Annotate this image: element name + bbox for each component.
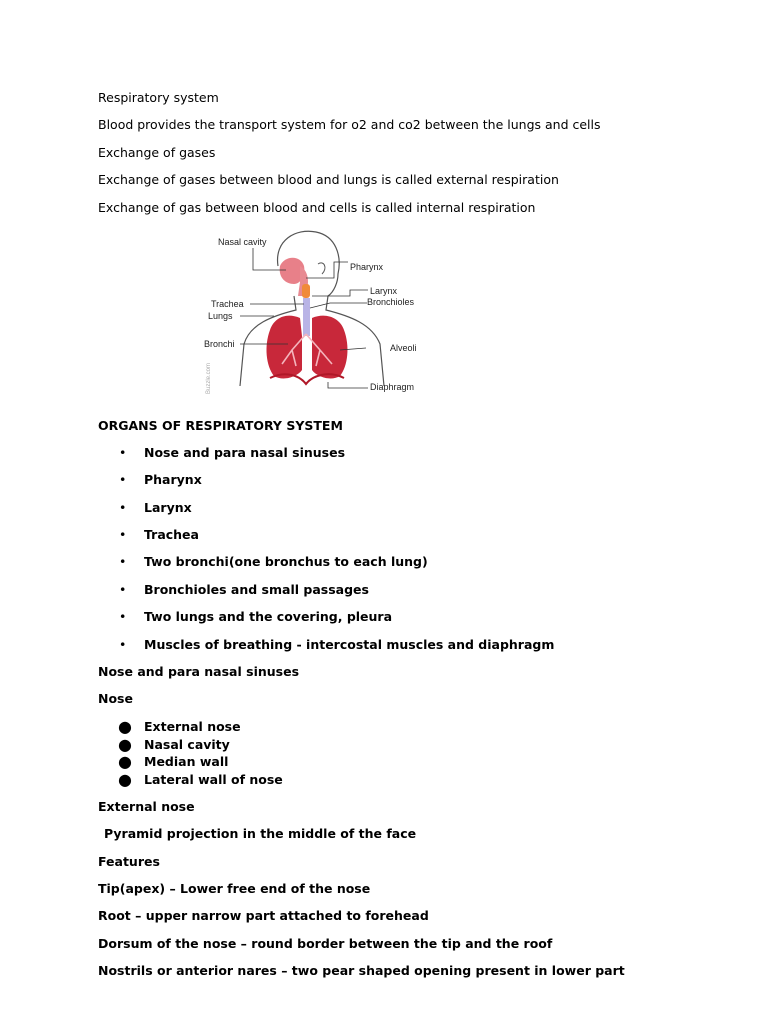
- bullet-icon: ●: [118, 717, 132, 736]
- document-page: Respiratory system Blood provides the transport system for o2 and co2 between the lungs and cells Exchange of gases Exchange of gases between blood and lungs is called external respiration Exchange of gas between blood and cells is called internal respiration Nasal cavity Pharynx Larynx Bronchioles Trachea Lungs Bronchi Alveoli Diaphragm Buzzle.com ORGANS OF RESPIRATORY SYSTEM • Nose and para nasal sinuses • Pharynx • Larynx • Trachea • Two bronchi(one bronchus to each lung) • Bronchioles and small passages • Two lungs and the covering, pleura • Muscles of breathing - intercostal muscles and diaphragm Nose and para nasal sinuses Nose ● External nose ● Nasal cavity ● Median wall ● Lateral wall of nose External nose Pyramid projection in the middle of the face Features Tip(apex) – Lower free end of the nose Root – upper narrow part attached to forehead Dorsum of the nose – round border between the tip and the roof Nostrils or anterior nares – two pear shaped opening present in lower part: [98, 90, 625, 978]
- respiratory-system-diagram: [200, 226, 424, 398]
- intro-line: Exchange of gases between blood and lungs is called external respiration: [98, 172, 559, 187]
- label-diaphragm: Diaphragm: [370, 382, 415, 392]
- bullet-icon: •: [119, 609, 127, 624]
- bullet-icon: •: [119, 582, 127, 597]
- watermark: Buzzle.com: [206, 362, 212, 394]
- bullet-icon: •: [119, 472, 127, 487]
- label-trachea: Trachea: [211, 299, 244, 309]
- larynx-shape: [302, 284, 310, 298]
- features-heading: Features: [98, 854, 160, 869]
- bullet-icon: ●: [118, 735, 132, 754]
- intro-line: Exchange of gases: [98, 145, 216, 160]
- intro-line: Exchange of gas between blood and cells is called internal respiration: [98, 200, 536, 215]
- feature-line: Root – upper narrow part attached to forehead: [98, 908, 429, 923]
- label-bronchi: Bronchi: [204, 339, 235, 349]
- section-subheading: Nose: [98, 691, 133, 706]
- section-heading: External nose: [98, 799, 195, 814]
- label-lungs: Lungs: [208, 311, 233, 321]
- bullet-icon: •: [119, 500, 127, 515]
- doc-title: Respiratory system: [98, 90, 219, 105]
- feature-line: Tip(apex) – Lower free end of the nose: [98, 881, 371, 896]
- intro-line: Blood provides the transport system for o2 and co2 between the lungs and cells: [98, 117, 601, 132]
- label-nasal-cavity: Nasal cavity: [218, 237, 267, 247]
- ear: [318, 263, 325, 274]
- bullet-icon: •: [119, 445, 127, 460]
- bullet-icon: •: [119, 527, 127, 542]
- label-larynx: Larynx: [370, 286, 398, 296]
- feature-line: Nostrils or anterior nares – two pear shaped opening present in lower part: [98, 963, 625, 978]
- organs-heading: ORGANS OF RESPIRATORY SYSTEM: [98, 418, 343, 433]
- bullet-icon: •: [119, 554, 127, 569]
- section-heading: Nose and para nasal sinuses: [98, 664, 300, 679]
- label-alveoli: Alveoli: [390, 343, 417, 353]
- feature-line: Dorsum of the nose – round border between the tip and the roof: [98, 936, 553, 951]
- bullet-icon: ●: [118, 770, 132, 789]
- left-lung: [267, 316, 302, 379]
- label-pharynx: Pharynx: [350, 262, 384, 272]
- label-bronchioles: Bronchioles: [367, 297, 415, 307]
- bullet-icon: ●: [118, 752, 132, 771]
- trachea-shape: [303, 298, 310, 336]
- description-line: Pyramid projection in the middle of the face: [104, 826, 417, 841]
- bullet-icon: •: [119, 637, 127, 652]
